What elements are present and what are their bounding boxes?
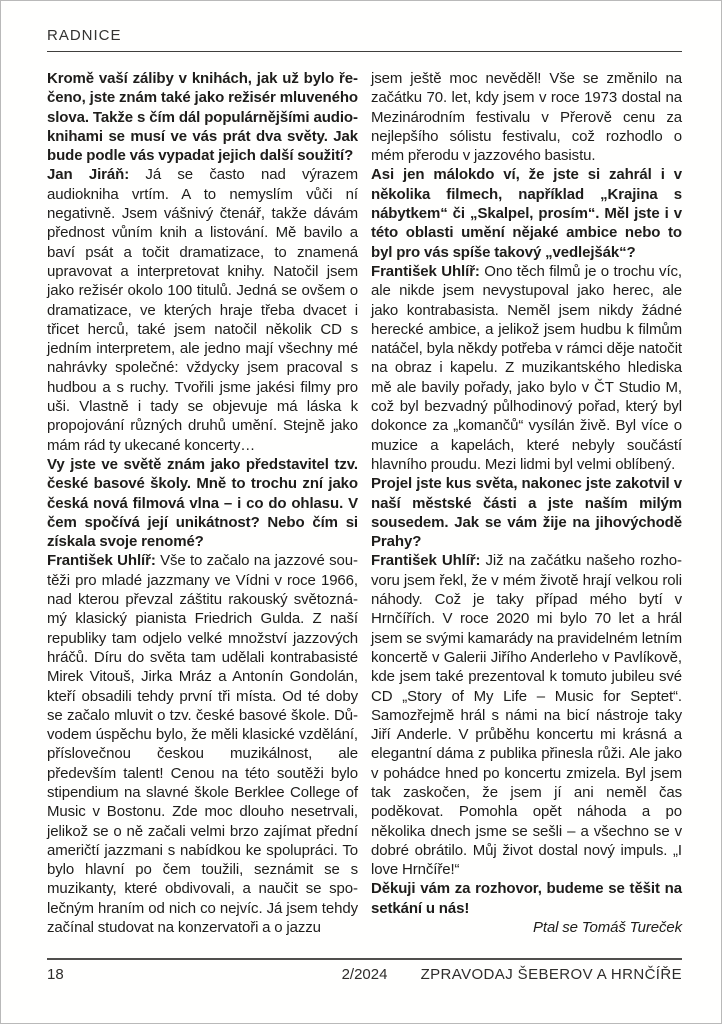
article-column-left bbox=[47, 69, 358, 937]
section-title: RADNICE bbox=[47, 27, 122, 44]
journal-title: ZPRAVODAJ ŠEBEROV A HRNČÍŘE bbox=[420, 966, 683, 983]
interview-question: Děkuji vám za rozhovor, budeme se těšit na setkání u nás! bbox=[371, 880, 682, 917]
page-header bbox=[47, 27, 682, 52]
footer-divider bbox=[47, 958, 682, 960]
speaker-name: Jan Jiráň: bbox=[47, 166, 130, 184]
footer-row bbox=[47, 966, 682, 983]
issue-number: 2/2024 bbox=[341, 966, 388, 983]
header-divider bbox=[47, 51, 682, 52]
speaker-name: František Uhlíř: bbox=[47, 552, 156, 570]
interview-paragraph: jsem ještě moc nevěděl! Vše se změnilo na začátku 70. let, kdy jsem v roce 1973 dostal na Mezinárodním festivalu v Přerově cenu za nejlepšího sólistu festivalu, což rozhodlo o mém přerodu v jazzového basistu. bbox=[371, 70, 682, 165]
interview-question: Projel jste kus světa, nakonec jste zakotvil v naší městské části a jste naším milým sousedem. Jak se vám žije na jihovýchodě Prahy? bbox=[371, 475, 682, 551]
speaker-name: František Uhlíř: bbox=[371, 552, 481, 570]
interview-paragraph: František Uhlíř: Již na začátku našeho rozhovoru jsem řekl, že v mém životě hrají velkou roli náhody. Což je taky případ mého bytí v Hrnčířích. V roce 2020 mi bylo 70 let a hrál jsem se svými kamarády na pravidelném letním koncertě v Galerii Jiřího Anderleho v Pavlíkově, kde jsem také prezentoval k tomuto jubileu své CD „Story of My Life – Music for Septet“. Samozřejmě hrál s námi na bicí nástroje taky Jiří Anderle. V průběhu koncertu mi krásná a elegantní dáma z publika přinesla růži. Ale jako v pohádce hned po koncertu zmizela. Byl jsem tak zaskočen, že jsem jí ani neměl čas poděkovat. Pomohla opět náhoda a po několika dnech jsme se sešli – a všechno se v dobré obrátilo. Můj život dostal nový impuls. „I love Hrnčíře!“ bbox=[371, 552, 683, 879]
speaker-name: František Uhlíř: bbox=[371, 262, 480, 280]
page-number: 18 bbox=[47, 966, 64, 983]
page-footer bbox=[47, 958, 682, 983]
article-column-right bbox=[371, 69, 682, 937]
byline: Ptal se Tomáš Tureček bbox=[532, 919, 682, 937]
interview-question: Kromě vaší záliby v knihách, jak už bylo řečeno, jste znám také jako režisér mluveného slova. Takže s čím dál populárnějšími audioknihami se musí ve vás prát dva světy. Jak bude podle vás vypadat jejich další soužití? bbox=[47, 70, 358, 165]
interview-question: Asi jen málokdo ví, že jste si zahrál i v několika filmech, například „Krajina s nábytkem“ či „Skalpel, prosím“. Měl jste i v této oblasti umění nějaké ambice nebo to byl pro vás spíše takový „vedlejšák“? bbox=[371, 166, 682, 261]
interview-paragraph: František Uhlíř: Ono těch filmů je o trochu víc, ale nikde jsem nevystupoval jako herec, ale jako kontrabasista. Neměl jsem nikdy žádné herecké ambice, a jelikož jsem hudbu k filmům natáčel, byla někdy potřeba v rámci děje natočit na obraz i kapelu. Z muzikantského hlediska mě ale bavily pořady, jako bylo v ČT Studio M, což byl bezvadný půlhodinový pořad, který byl dokonce za „komančů“ vysílán živě. Byl více o muzice a kapelách, které nebyly součástí hlavního proudu. Mezi lidmi byl velmi oblíbený. bbox=[371, 262, 682, 473]
interview-article bbox=[47, 69, 682, 958]
interview-question: Vy jste ve světě znám jako představitel tzv. české basové školy. Mně to trochu zní jako česká nová filmová vlna – i co do ohlasu. V čem spočívá její unikátnost? Nebo čím si získala svoje renomé? bbox=[47, 455, 358, 551]
interview-paragraph: František Uhlíř: Vše to začalo na jazzové soutěži pro mladé jazzmany ve Vídni v roce 1966, nad kterou převzal záštitu rakouský světoznámý klasický pianista Friedrich Gulda. Z naší republiky tam odjelo velké množství jazzových hráčů. Díru do světa tam udělali kontrabasisté Mirek Vitouš, Jirka Mráz a Antonín Gondolán, kteří obsadili tehdy první tři místa. Od té doby se začalo mluvit o tzv. české basové škole. Důvodem úspěchu bylo, že měli klasické vzdělání, příslovečnou českou muzikálnost, ale především talent! Cenou na této soutěži bylo stipendium na slavné škole Berklee College of Music v Bostonu. Zde moc dlouho nesetrvali, jelikož se o ně začali velmi brzo zajímat přední američtí jazzmani s nabídkou ke spolupráci. To bylo hlavní po čem toužili, seznámit se s muzikanty, které obdivovali, a naučit se společným hraním od nich co nejvíc. Já jsem tehdy začínal studovat na konzervatoři a o jazzu bbox=[47, 552, 358, 937]
interview-paragraph: Jan Jiráň: Já se často nad výrazem audiokniha vrtím. A to nemyslím vůči ní negativně. Jsem vášnivý čtenář, takže dávám přednost vůním knih a listování. Mě bavilo a baví psát a točit dramatizace, to znamená upravovat a interpretovat knihy. Natočil jsem jako režisér okolo 100 titulů. Jedná se ovšem o dramatizace, ve kterých hraje třeba dvacet i třicet herců, také jsem natočil několik CD s jedním interpretem, ale jedno mají všechny mé nahrávky společné: vždycky jsem pracoval s hudbou a s ruchy. Tvořili jsme jakési filmy pro uši. Vlastně i tady se objevuje má láska k propojování různých druhů umění. Stejně jako mám rád ty ukecané koncerty… bbox=[47, 166, 358, 454]
